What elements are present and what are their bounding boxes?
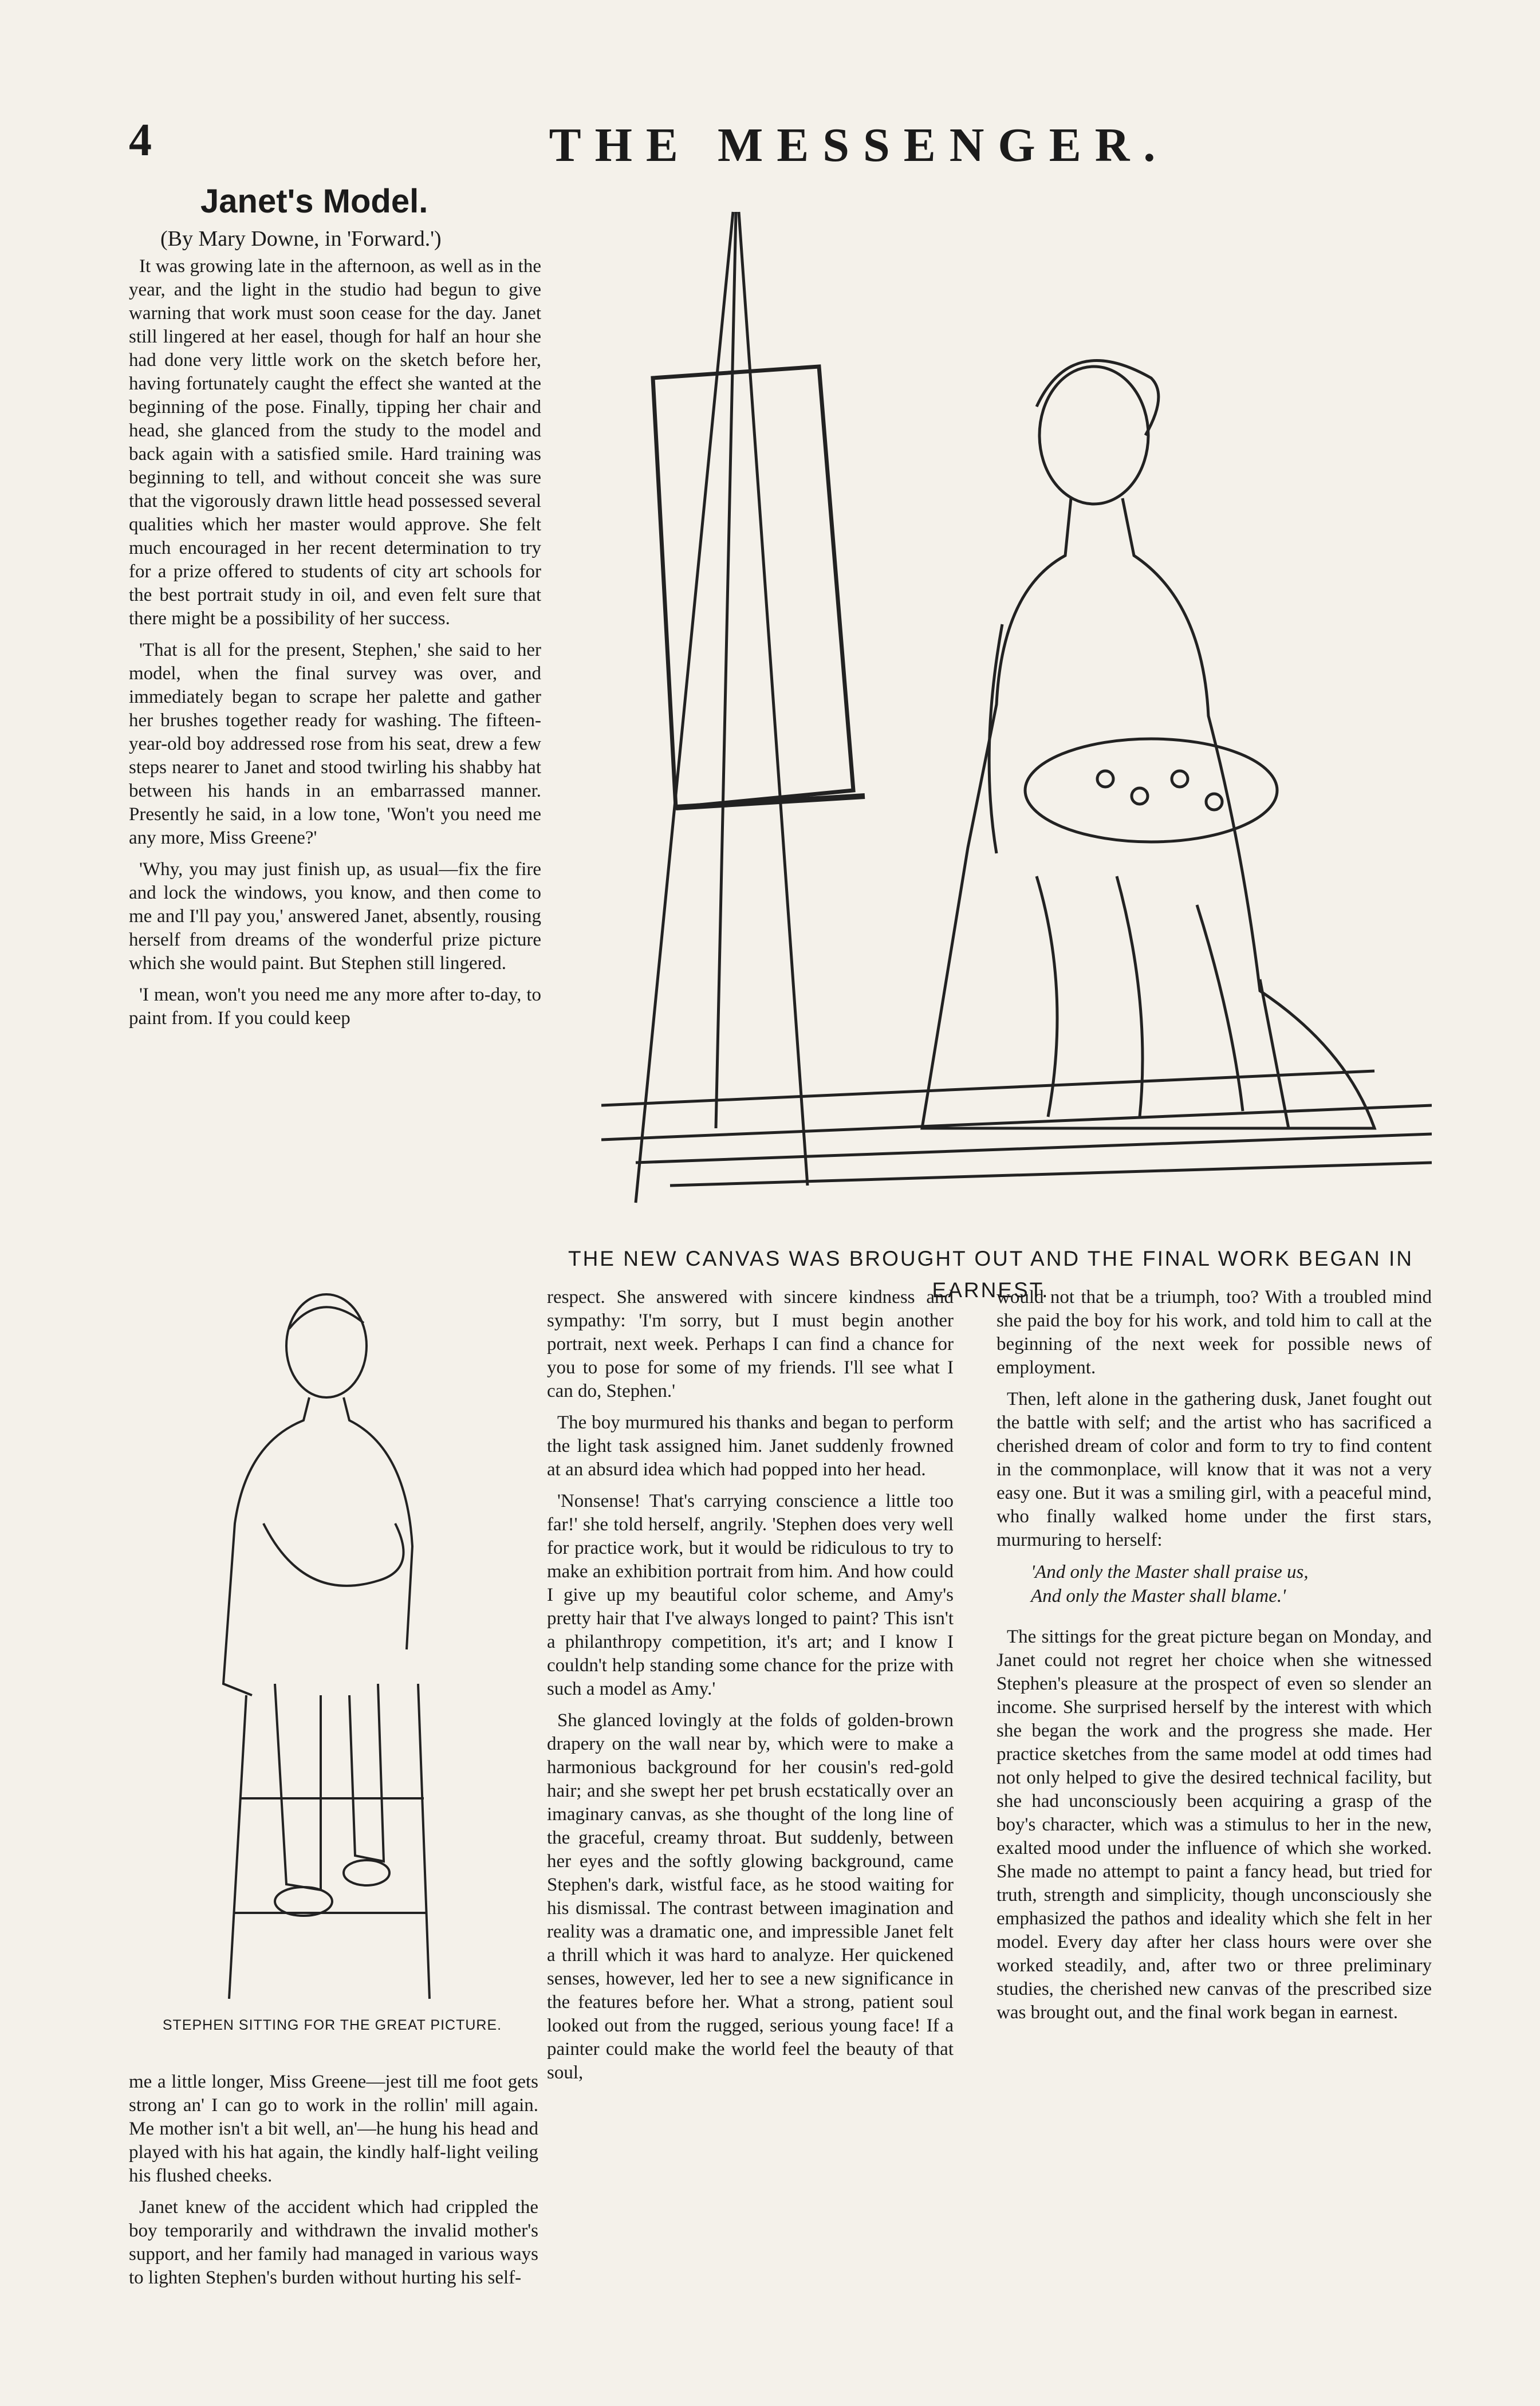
- masthead: THE MESSENGER.: [549, 119, 1169, 172]
- article-column-1: [129, 255, 541, 1038]
- article-title: Janet's Model.: [200, 183, 428, 220]
- paragraph: She glanced lovingly at the folds of golden-brown drapery on the wall near by, which were to make a harmonious background for her cousin's red-gold hair; and she swept her pet brush ecstatically over an imaginary canvas, as she thought of the long line of the graceful, creamy throat. But suddenly, between her eyes and the softly glowing background, came Stephen's dark, wistful face, as he stood waiting for his dismissal. The contrast between imagination and reality was a dramatic one, and impressible Janet felt a thrill which it was hard to analyze. Her quickened senses, however, led her to see a new significance in the features before her. What a strong, patient soul looked out from the rugged, serious young face! If a painter could make the world feel the beauty of that soul,: [547, 1710, 954, 2083]
- page-number: 4: [129, 115, 152, 166]
- paragraph: 'Nonsense! That's carrying conscience a little too far!' she told herself, angrily. 'Stephen does very well for practice work, but it would be ridiculous to try to make an exhibition portrait from him. And how could I give up my beautiful color scheme, and Amy's pretty hair that I've always longed to paint? This isn't a philanthropy competition, it's art; and I know I couldn't help standing some chance for the prize with such a model as Amy.': [547, 1491, 954, 1699]
- paragraph: 'That is all for the present, Stephen,' she said to her model, when the final survey was over, and immediately began to scrape her palette and gather her brushes together ready for washing. The fifteen-year-old boy addressed rose from his seat, drew a few steps nearer to Janet and stood twirling his shabby hat between his hands in an embarrassed manner. Presently he said, in a low tone, 'Won't you need me any more, Miss Greene?': [129, 640, 541, 848]
- paragraph: Janet knew of the accident which had crippled the boy temporarily and withdrawn the invalid mother's support, and her family had managed in various ways to lighten Stephen's burden without hurting his self-: [129, 2197, 538, 2288]
- stephen-sitting-illustration: [189, 1283, 475, 2010]
- paragraph: 'I mean, won't you need me any more after to-day, to paint from. If you could keep: [129, 985, 541, 1029]
- article-column-1-continued: [129, 2070, 538, 2298]
- article-column-2: [547, 1286, 954, 2093]
- small-illustration-caption: STEPHEN SITTING FOR THE GREAT PICTURE.: [162, 2017, 502, 2033]
- article-byline: (By Mary Downe, in 'Forward.'): [160, 227, 442, 251]
- paragraph: Then, left alone in the gathering dusk, Janet fought out the battle with self; and the artist who has sacrificed a cherished dream of color and form to try to find content in the commonplace, will know that it was not a very easy one. But it was a smiling girl, with a peaceful mind, who finally walked home under the first stars, murmuring to herself:: [997, 1389, 1432, 1550]
- verse-line: 'And only the Master shall praise us,: [1031, 1562, 1309, 1582]
- paragraph: 'Why, you may just finish up, as usual—fix the fire and lock the windows, you know, and then come to me and I'll pay you,' answered Janet, absently, rousing herself from dreams of the wonderful prize picture which she would paint. But Stephen still lingered.: [129, 859, 541, 974]
- paragraph: The boy murmured his thanks and began to perform the light task assigned him. Janet suddenly frowned at an absurd idea which had popped into her head.: [547, 1412, 954, 1480]
- easel-painter-illustration: [601, 189, 1432, 1220]
- paragraph: The sittings for the great picture began on Monday, and Janet could not regret her choice when she witnessed Stephen's pleasure at the prospect of even so slender an income. She surprised herself by the interest with which she began the work and the progress she made. Her practice sketches from the same model at odd times had not only helped to give the desired technical facility, but she had unconsciously been acquiring a grasp of the boy's character, which was a stimulus to her in the new, exalted mood under the influence of which she worked. She made no attempt to paint a fancy head, but tried for truth, strength and simplicity, though unconsciously she emphasized the pathos and ideality which she felt in her model. Every day after her class hours were over she worked steadily, and, after two or three preliminary studies, the cherished new canvas of the prescribed size was brought out, and the final work began in earnest.: [997, 1627, 1432, 2023]
- article-column-3: [997, 1286, 1432, 2033]
- verse-line: And only the Master shall blame.': [1031, 1586, 1286, 1606]
- verse-quote: [1031, 1560, 1432, 1608]
- paragraph: It was growing late in the afternoon, as well as in the year, and the light in the studio had begun to give warning that work must soon cease for the day. Janet still lingered at her easel, though for half an hour she had done very little work on the sketch before her, having fortunately caught the effect she wanted at the beginning of the pose. Finally, tipping her chair and head, she glanced from the study to the model and back again with a satisfied smile. Hard training was beginning to tell, and without conceit she was sure that the vigorously drawn little head possessed several qualities which her master would approve. She felt much encouraged in her recent determination to try for a prize offered to students of city art schools for the best portrait study in oil, and even felt sure that there might be a possibility of her success.: [129, 256, 541, 629]
- paragraph: respect. She answered with sincere kindness and sympathy: 'I'm sorry, but I must begin another portrait, next week. Perhaps I can find a chance for you to pose for some of my friends. I'll see what I can do, Stephen.': [547, 1287, 954, 1401]
- paragraph: me a little longer, Miss Greene—jest till me foot gets strong an' I can go to work in the rollin' mill again. Me mother isn't a bit well, an'—he hung his head and played with his hat again, the kindly half-light veiling his flushed cheeks.: [129, 2072, 538, 2186]
- large-illustration-caption: THE NEW CANVAS WAS BROUGHT OUT AND THE FINAL WORK BEGAN IN EARNEST.: [568, 1247, 1413, 1302]
- paragraph: would not that be a triumph, too? With a troubled mind she paid the boy for his work, and told him to call at the beginning of the next week for possible news of employment.: [997, 1287, 1432, 1378]
